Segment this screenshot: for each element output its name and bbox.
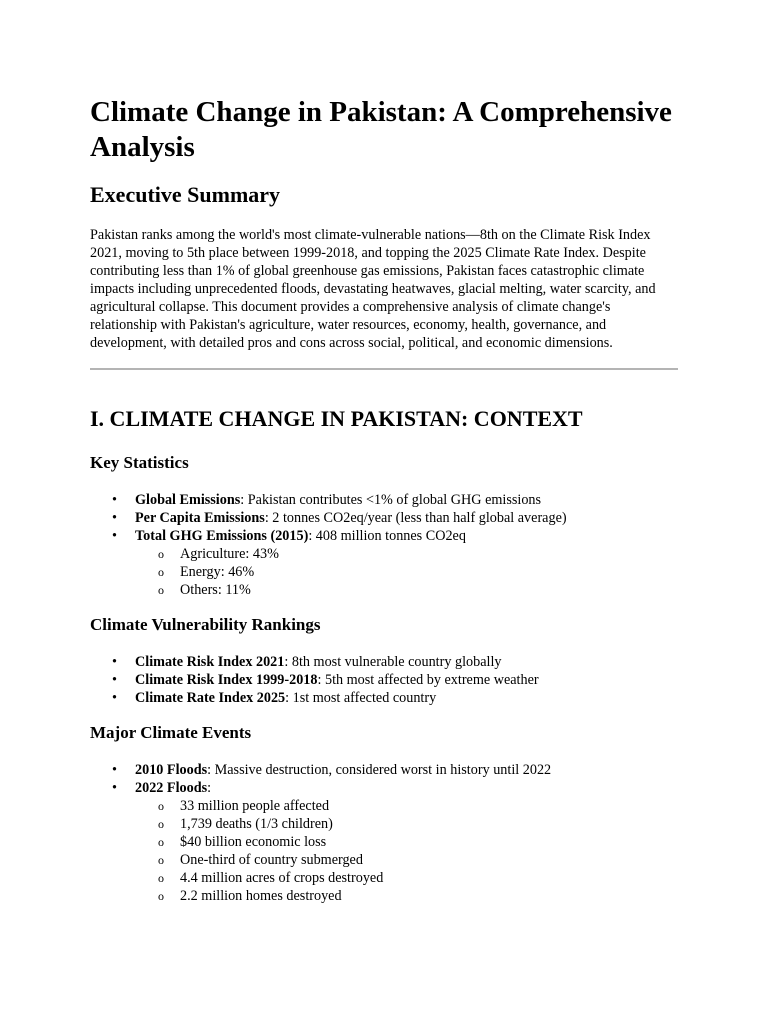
sub-list-item (135, 815, 678, 833)
list-item (90, 761, 678, 779)
circle-bullet-icon: o (158, 799, 164, 813)
sub-item-text: Others: 11% (180, 582, 251, 598)
sub-list-item (135, 833, 678, 851)
item-text: : Pakistan contributes <1% of global GHG emissions (240, 492, 542, 508)
list-item (90, 779, 678, 905)
sub-list (135, 545, 678, 599)
list-item (90, 491, 678, 509)
item-text: : Massive destruction, considered worst in history until 2022 (207, 762, 552, 778)
sub-list-item (135, 545, 678, 563)
item-text: : (207, 780, 212, 796)
sub-list-item (135, 797, 678, 815)
item-label: 2010 Floods (135, 762, 208, 778)
circle-bullet-icon: o (158, 583, 164, 597)
list-item (90, 653, 678, 671)
list-item (90, 527, 678, 599)
executive-summary-text: Pakistan ranks among the world's most climate-vulnerable nations—8th on the Climate Risk Index 2021, moving to 5th place between 1999-2018, and topping the 2025 Climate Rate Index. Despite contributing less than 1% of global greenhouse gas emissions, Pakistan faces catastrophic climate impacts including unprecedented floods, devastating heatwaves, glacial melting, water scarcity, and agricultural collapse. This document provides a comprehensive analysis of climate change's relationship with Pakistan's agriculture, water resources, economy, health, governance, and development, with detailed pros and cons across social, political, and economic dimensions. (90, 227, 656, 351)
item-label: Total GHG Emissions (2015) (135, 528, 309, 544)
bullet-icon: • (112, 528, 117, 544)
executive-summary-heading: Executive Summary (90, 182, 281, 207)
item-label: Climate Risk Index 2021 (135, 654, 285, 670)
subsection-heading-events: Major Climate Events (90, 723, 252, 742)
events-list (90, 761, 678, 905)
sub-item-text: 33 million people affected (180, 798, 330, 814)
circle-bullet-icon: o (158, 889, 164, 903)
item-text: : 2 tonnes CO2eq/year (less than half global average) (264, 510, 567, 526)
circle-bullet-icon: o (158, 565, 164, 579)
circle-bullet-icon: o (158, 853, 164, 867)
item-label: Global Emissions (135, 492, 241, 508)
item-text: : 408 million tonnes CO2eq (308, 528, 466, 544)
item-label: Climate Rate Index 2025 (135, 690, 286, 706)
bullet-icon: • (112, 510, 117, 526)
circle-bullet-icon: o (158, 871, 164, 885)
subsection-heading-vulnerability: Climate Vulnerability Rankings (90, 615, 321, 634)
bullet-icon: • (112, 672, 117, 688)
circle-bullet-icon: o (158, 817, 164, 831)
bullet-icon: • (112, 762, 117, 778)
list-item (90, 689, 678, 707)
item-label: 2022 Floods (135, 780, 208, 796)
subsection-heading-key-statistics: Key Statistics (90, 453, 189, 472)
sub-item-text: Energy: 46% (180, 564, 255, 580)
sub-list (135, 797, 678, 905)
document-page (90, 95, 678, 905)
list-item (90, 671, 678, 689)
item-text: : 1st most affected country (285, 690, 437, 706)
key-statistics-list (90, 491, 678, 599)
circle-bullet-icon: o (158, 835, 164, 849)
bullet-icon: • (112, 492, 117, 508)
sub-item-text: $40 billion economic loss (180, 834, 327, 850)
bullet-icon: • (112, 780, 117, 796)
sub-item-text: 2.2 million homes destroyed (180, 888, 342, 904)
sub-list-item (135, 887, 678, 905)
sub-item-text: 1,739 deaths (1/3 children) (180, 816, 333, 832)
section-heading: I. CLIMATE CHANGE IN PAKISTAN: CONTEXT (90, 406, 583, 431)
item-text: : 8th most vulnerable country globally (284, 654, 502, 670)
vulnerability-list (90, 653, 678, 707)
sub-list-item (135, 563, 678, 581)
sub-list-item (135, 869, 678, 887)
sub-list-item (135, 851, 678, 869)
circle-bullet-icon: o (158, 547, 164, 561)
item-label: Climate Risk Index 1999-2018 (135, 672, 318, 688)
item-text: : 5th most affected by extreme weather (317, 672, 539, 688)
item-label: Per Capita Emissions (135, 510, 265, 526)
horizontal-divider (90, 368, 678, 370)
sub-item-text: 4.4 million acres of crops destroyed (180, 870, 384, 886)
bullet-icon: • (112, 654, 117, 670)
sub-item-text: Agriculture: 43% (180, 546, 279, 562)
sub-item-text: One-third of country submerged (180, 852, 363, 868)
document-title: Climate Change in Pakistan: A Comprehensive Analysis (90, 96, 672, 163)
bullet-icon: • (112, 690, 117, 706)
list-item (90, 509, 678, 527)
sub-list-item (135, 581, 678, 599)
